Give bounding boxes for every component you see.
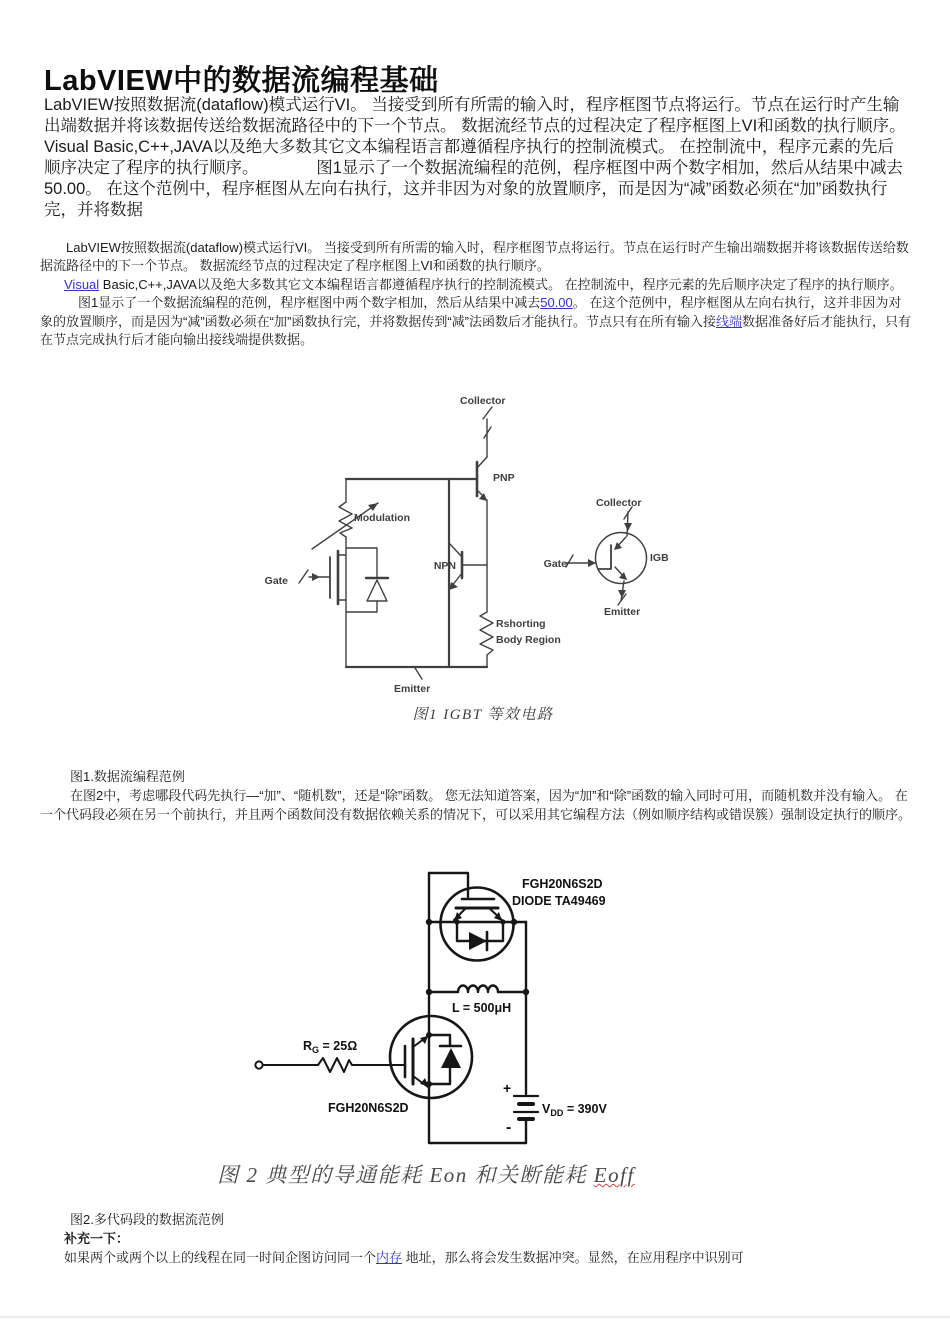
- mid-text-block: [40, 767, 912, 824]
- gate-resistor-label: $R_G = 25\Omega$: [303, 1039, 358, 1055]
- vdd-label: $V_{DD} = 390V$: [542, 1102, 607, 1118]
- figure2-caption: [136, 1159, 716, 1189]
- supplement-heading: 补充一下：: [64, 1231, 130, 1246]
- summary-paragraph-3-text2: 。 在这个范例中，程序框图从左向右执行，这并非因为对象的放置顺序，而是因为“减”函数必须在“加”函数执行完，并将数据传到“减”法函数后才能执行。节点只有在所有输入接: [40, 295, 902, 329]
- diode-triangle: [367, 580, 387, 601]
- figure2-labels: [303, 877, 607, 1136]
- igbt-collector-label: Collector: [596, 497, 642, 509]
- summary-paragraph-1: LabVIEW按照数据流(dataflow)模式运行VI。 当接受到所有所需的输入时，程序框图节点将运行。节点在运行时产生输出端数据并将该数据传送给数据流路径中的下一个节点。 数据流经节点的过程决定了程序框图上VI和函数的执行顺序。: [40, 240, 909, 274]
- gate-resistor-symbol: [318, 1058, 352, 1072]
- visual-basic-link[interactable]: Visual: [64, 276, 100, 292]
- terminal-link[interactable]: 线端: [715, 313, 742, 329]
- figure1-labels: [265, 395, 669, 695]
- body-diode-branch: [346, 548, 377, 612]
- rshorting-resistor-symbol: [480, 612, 493, 655]
- igbt-gate-label: Gate: [543, 558, 567, 570]
- collector-terminal: [483, 407, 492, 457]
- figure2-text-label: 图2.多代码段的数据流范例: [70, 1212, 224, 1227]
- summary-paragraph-3-text1: 图1显示了一个数据流编程的范例，程序框图中两个数字相加，然后从结果中减去: [78, 295, 541, 311]
- collector-label: Collector: [460, 395, 506, 407]
- body-region-label: Body Region: [496, 634, 561, 646]
- memory-link[interactable]: 内存: [376, 1250, 403, 1265]
- intro-paragraph: LabVIEW按照数据流(dataflow)模式运行VI。 当接受到所有所需的输入时，程序框图节点将运行。节点在运行时产生输出端数据并将该数据传送给数据流路径中的下一个节点。 数据流经节点的过程决定了程序框图上VI和函数的执行顺序。 Visual Basic,C++,JAVA以及绝大多数其它文本编程语言都遵循程序执行的控制流模式。 在控制流中，程序元素的先后顺序决定了程序的执行顺序。 图1显示了一个数据流编程的范例，程序框图中两个数字相加，然后从结果中减去50.00。 在这个范例中，程序框图从左向右执行，这并非因为对象的放置顺序，而是因为“减”函数必须在“加”函数执行完，并将数据: [44, 96, 947, 219]
- npn-label: NPN: [433, 560, 456, 572]
- top-device-label: FGH20N6S2D: [522, 877, 603, 891]
- figure1-caption: 图1 IGBT 等效电路: [412, 707, 554, 723]
- bottom-device-label: FGH20N6S2D: [328, 1101, 409, 1115]
- inductor-symbol: [458, 986, 498, 993]
- figure2-test-circuit: [250, 862, 670, 1155]
- top-diode-label: DIODE TA49469: [512, 894, 606, 908]
- supplement-text1: 如果两个或两个以上的线程在同一时间企图访问同一个: [64, 1250, 377, 1265]
- inductor-label: L = 500μH: [452, 1001, 512, 1015]
- modulation-label: Modulation: [354, 512, 410, 524]
- battery-minus-sign: -: [506, 1119, 512, 1136]
- modulation-resistor-symbol: [339, 502, 352, 537]
- figure2-caption-text: 图 2 典型的导通能耗 Eon 和关断能耗: [217, 1163, 594, 1187]
- figure2-solids: [420, 912, 529, 1087]
- summary-paragraph-2-text: Basic,C++,JAVA以及绝大多数其它文本编程语言都遵循程序执行的控制流模式。 在控制流中，程序元素的先后顺序决定了程序的执行顺序。: [99, 276, 903, 292]
- supplement-text2: 地址，那么将会发生数据冲突。显然，在应用程序中识别可: [402, 1250, 744, 1265]
- gate-label: Gate: [264, 575, 288, 587]
- page-title: LabVIEW中的数据流编程基础: [44, 65, 439, 98]
- figure1-arrowheads: [312, 493, 632, 598]
- summary-paragraph-3-text3: 数据准备好后才能执行，只有在节点完成执行后才能向输出接线端提供数据。: [40, 313, 912, 348]
- value-50-link[interactable]: 50.00: [540, 295, 573, 311]
- figure1-igbt-equivalent-circuit: [230, 385, 800, 700]
- igbt-emitter-label: Emitter: [604, 606, 641, 618]
- bottom-text-block: [64, 1210, 914, 1267]
- supplement-paragraph: [64, 1248, 914, 1267]
- mid-paragraph: 在图2中，考虑哪段代码先执行—“加”、“随机数”，还是“除”函数。 您无法知道答案，因为“加”和“除”函数的输入同时可用，而随机数并没有输入。 在一个代码段必须在另一个前执行，并且两个函数间没有数据依赖关系的情况下，可以采用其它编程方法（例如顺序结构或错误簇）强制设定执行的顺序。: [40, 788, 912, 822]
- gate-input-terminal: [255, 1061, 262, 1068]
- rshorting-label: Rshorting: [496, 618, 546, 630]
- pnp-label: PNP: [493, 472, 515, 484]
- figure2-caption-eoff: Eoff: [593, 1163, 635, 1187]
- figure1-text-label: 图1.数据流编程范例: [70, 769, 185, 784]
- summary-paragraph-3: [40, 294, 912, 349]
- summary-block: [40, 239, 912, 349]
- emitter-terminal: [415, 668, 422, 679]
- summary-paragraph-2: [40, 276, 912, 294]
- emitter-label: Emitter: [394, 683, 431, 695]
- page-bottom-divider: [0, 1316, 950, 1318]
- figure1-wires: [299, 407, 647, 679]
- igbt-label: IGB: [650, 552, 669, 564]
- top-diode-triangle: [469, 932, 487, 950]
- battery-plus-sign: +: [503, 1080, 512, 1096]
- bottom-diode-triangle: [441, 1048, 461, 1068]
